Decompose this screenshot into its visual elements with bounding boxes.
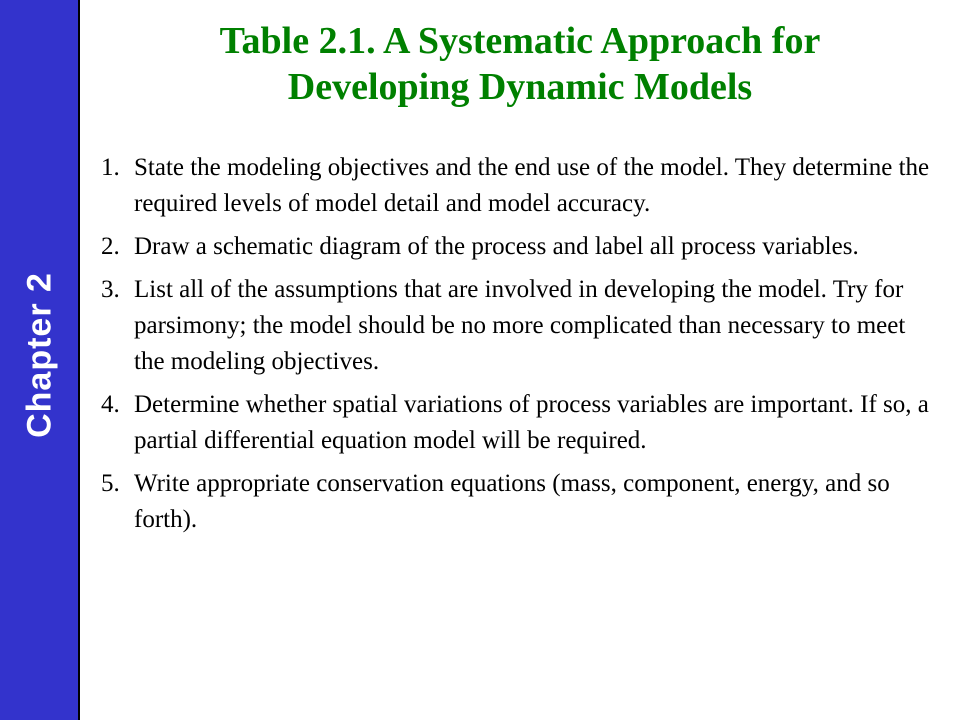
step-text: List all of the assumptions that are involved in developing the model. Try for parsimony; the model should be no more complicated than necessary to meet the modeling objectives. <box>134 276 906 375</box>
chapter-sidebar <box>0 0 80 720</box>
slide-title <box>80 18 960 110</box>
step-text: Draw a schematic diagram of the process and label all process variables. <box>134 233 859 260</box>
step-text: Write appropriate conservation equations (mass, component, energy, and so forth). <box>134 470 890 533</box>
step-number: 1. <box>101 154 120 181</box>
step-number: 4. <box>101 391 120 418</box>
steps-list <box>101 150 941 545</box>
step-text: State the modeling objectives and the end use of the model. They determine the required levels of model detail and model accuracy. <box>134 154 930 217</box>
step-item-1 <box>101 150 941 222</box>
slide-title-line-2: Developing Dynamic Models <box>287 66 753 108</box>
step-item-3 <box>101 272 941 380</box>
step-number: 5. <box>101 470 120 497</box>
step-item-5 <box>101 466 941 538</box>
step-number: 3. <box>101 276 120 303</box>
slide-title-line-1: Table 2.1. A Systematic Approach for <box>219 20 821 62</box>
step-number: 2. <box>101 233 120 260</box>
step-text: Determine whether spatial variations of process variables are important. If so, a partial differential equation model will be required. <box>134 391 929 454</box>
step-item-2 <box>101 229 941 265</box>
step-item-4 <box>101 387 941 459</box>
chapter-label: Chapter 2 <box>20 272 59 438</box>
